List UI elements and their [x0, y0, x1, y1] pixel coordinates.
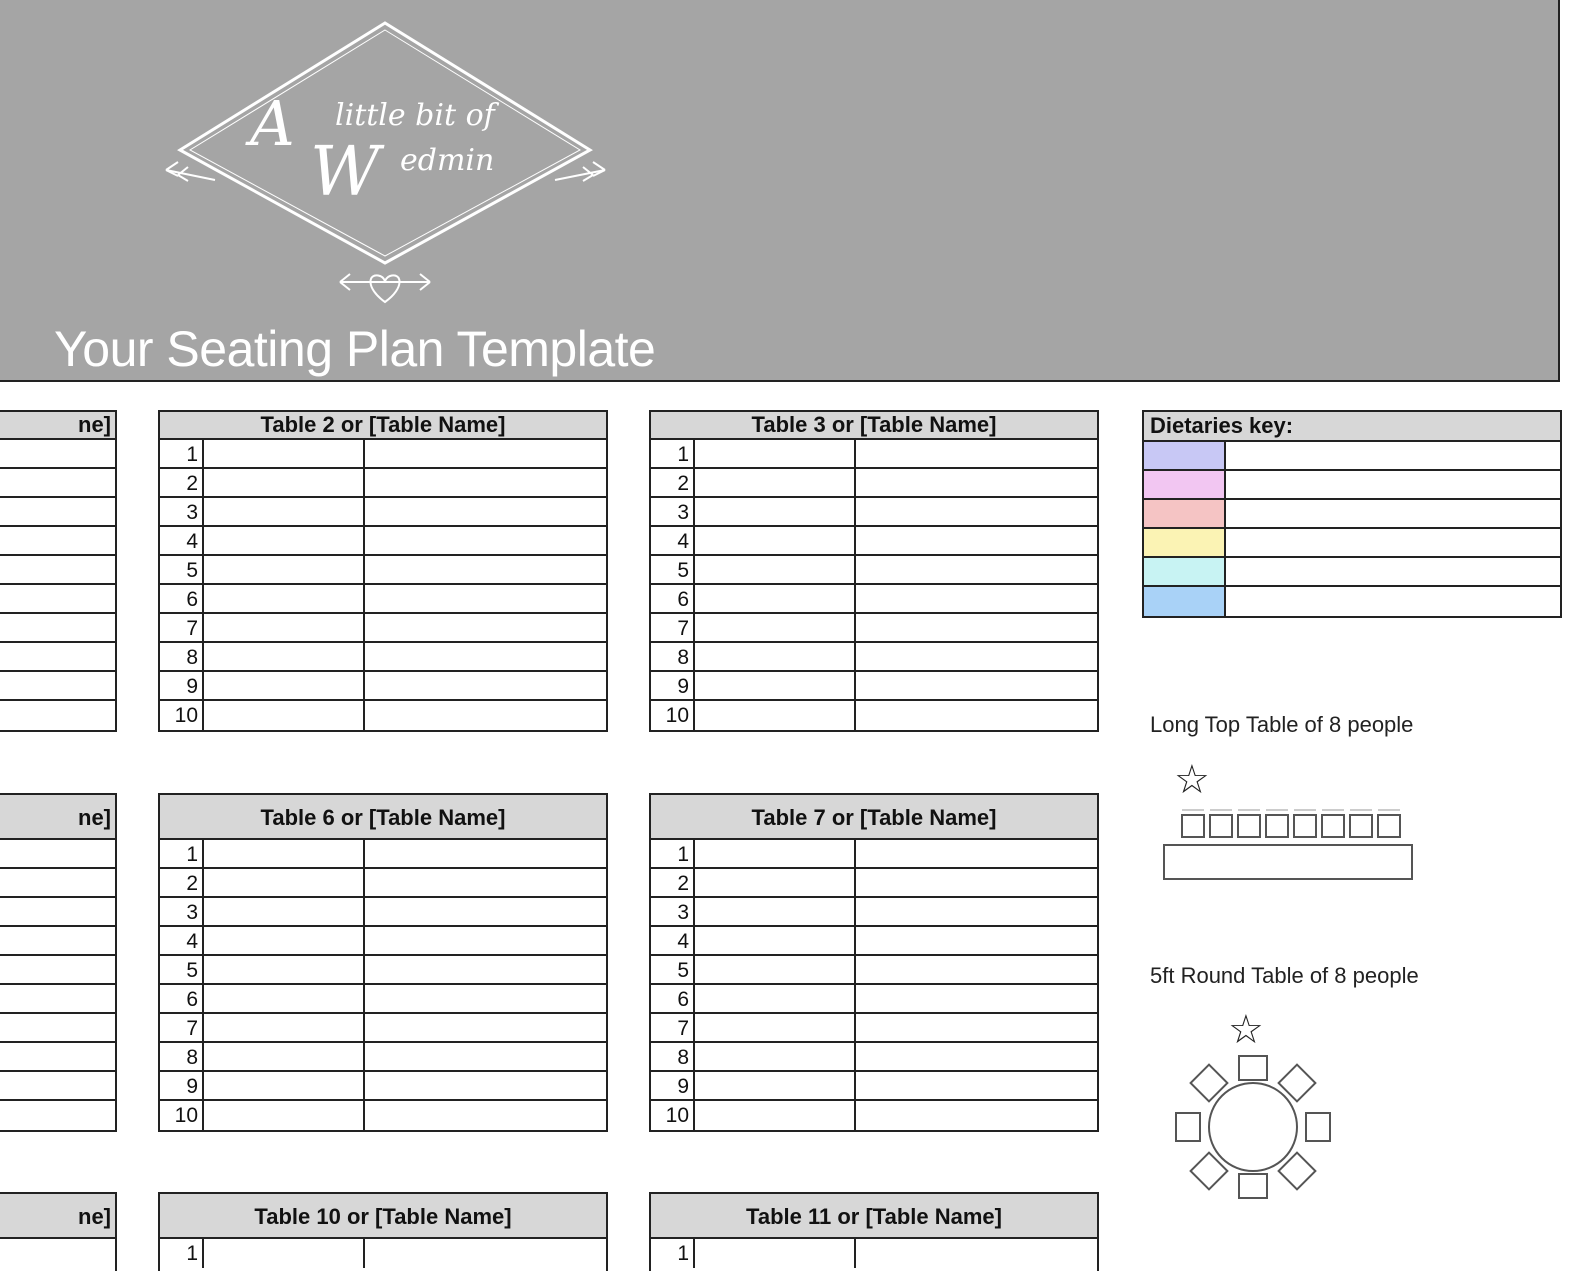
seat-row: 2 [160, 869, 606, 898]
table-header: Table 2 or [Table Name] [160, 412, 606, 440]
diet-row [1144, 529, 1560, 558]
partial-table [0, 793, 117, 1132]
svg-text:little bit of: little bit of [335, 98, 495, 133]
seating-table-6 [158, 793, 608, 1132]
diet-row [1144, 442, 1560, 471]
seat-row: 10 [160, 1101, 606, 1130]
table-header: Table 10 or [Table Name] [160, 1194, 606, 1239]
round-table-label: 5ft Round Table of 8 people [1150, 963, 1419, 988]
seating-table-11 [649, 1192, 1099, 1271]
seat-row: 4 [651, 927, 1097, 956]
table-header: Table 6 or [Table Name] [160, 795, 606, 840]
diet-swatch [1144, 500, 1226, 527]
seat-row: 10 [651, 701, 1097, 730]
seat-row: 3 [651, 498, 1097, 527]
seat-row: 2 [651, 869, 1097, 898]
star-icon: ☆ [1228, 1008, 1264, 1052]
seating-table-7 [649, 793, 1099, 1132]
seat-row: 3 [651, 898, 1097, 927]
seat-row: 8 [160, 643, 606, 672]
dietaries-key [1142, 410, 1562, 618]
seat-row: 8 [651, 1043, 1097, 1072]
diet-swatch [1144, 471, 1226, 498]
dietaries-title: Dietaries key: [1144, 412, 1560, 442]
wedmin-logo [160, 20, 610, 310]
diet-swatch [1144, 529, 1226, 556]
partial-table-header: ne] [0, 1194, 115, 1239]
seat-row: 8 [160, 1043, 606, 1072]
partial-table-header: ne] [0, 412, 115, 440]
partial-table [0, 410, 117, 732]
seat-row: 10 [160, 701, 606, 730]
table-header: Table 7 or [Table Name] [651, 795, 1097, 840]
diet-row [1144, 558, 1560, 587]
page-title: Your Seating Plan Template [54, 321, 656, 377]
seat-row: 1 [651, 1239, 1097, 1268]
seating-table-10 [158, 1192, 608, 1271]
seat-row: 1 [160, 440, 606, 469]
seat-row: 2 [160, 469, 606, 498]
seat-row: 3 [160, 898, 606, 927]
seat-row: 7 [160, 614, 606, 643]
long-table-diagram [1160, 805, 1420, 895]
seat-row: 7 [651, 614, 1097, 643]
seat-row: 1 [651, 840, 1097, 869]
seat-row: 9 [160, 1072, 606, 1101]
seat-row: 4 [160, 527, 606, 556]
seat-row: 3 [160, 498, 606, 527]
seat-row: 4 [160, 927, 606, 956]
star-icon: ☆ [1174, 758, 1210, 802]
svg-text:edmin: edmin [400, 143, 495, 178]
seat-row: 1 [160, 1239, 606, 1268]
seat-row: 7 [160, 1014, 606, 1043]
seat-row: 10 [651, 1101, 1097, 1130]
seating-table-3 [649, 410, 1099, 732]
svg-text:W: W [310, 133, 380, 212]
seating-table-2 [158, 410, 608, 732]
table-header: Table 11 or [Table Name] [651, 1194, 1097, 1239]
partial-table-header: ne] [0, 795, 115, 840]
seat-row: 5 [160, 556, 606, 585]
seat-row: 6 [160, 585, 606, 614]
seat-row: 9 [651, 1072, 1097, 1101]
diet-swatch [1144, 558, 1226, 585]
seat-row: 5 [160, 956, 606, 985]
seat-row: 4 [651, 527, 1097, 556]
round-table-diagram [1168, 1052, 1338, 1202]
header-banner [0, 0, 1560, 382]
table-header: Table 3 or [Table Name] [651, 412, 1097, 440]
seat-row: 2 [651, 469, 1097, 498]
diet-swatch [1144, 442, 1226, 469]
seat-row: 6 [160, 985, 606, 1014]
seat-row: 5 [651, 556, 1097, 585]
seat-row: 1 [160, 840, 606, 869]
seat-row: 9 [651, 672, 1097, 701]
long-table-label: Long Top Table of 8 people [1150, 712, 1414, 737]
svg-text:A: A [250, 87, 295, 160]
diet-row [1144, 471, 1560, 500]
seat-row: 6 [651, 585, 1097, 614]
seat-row: 1 [651, 440, 1097, 469]
diet-row [1144, 587, 1560, 616]
diet-row [1144, 500, 1560, 529]
seat-row: 6 [651, 985, 1097, 1014]
seat-row: 9 [160, 672, 606, 701]
seat-row: 7 [651, 1014, 1097, 1043]
diet-swatch [1144, 587, 1226, 616]
seat-row: 5 [651, 956, 1097, 985]
partial-table [0, 1192, 117, 1271]
seat-row: 8 [651, 643, 1097, 672]
